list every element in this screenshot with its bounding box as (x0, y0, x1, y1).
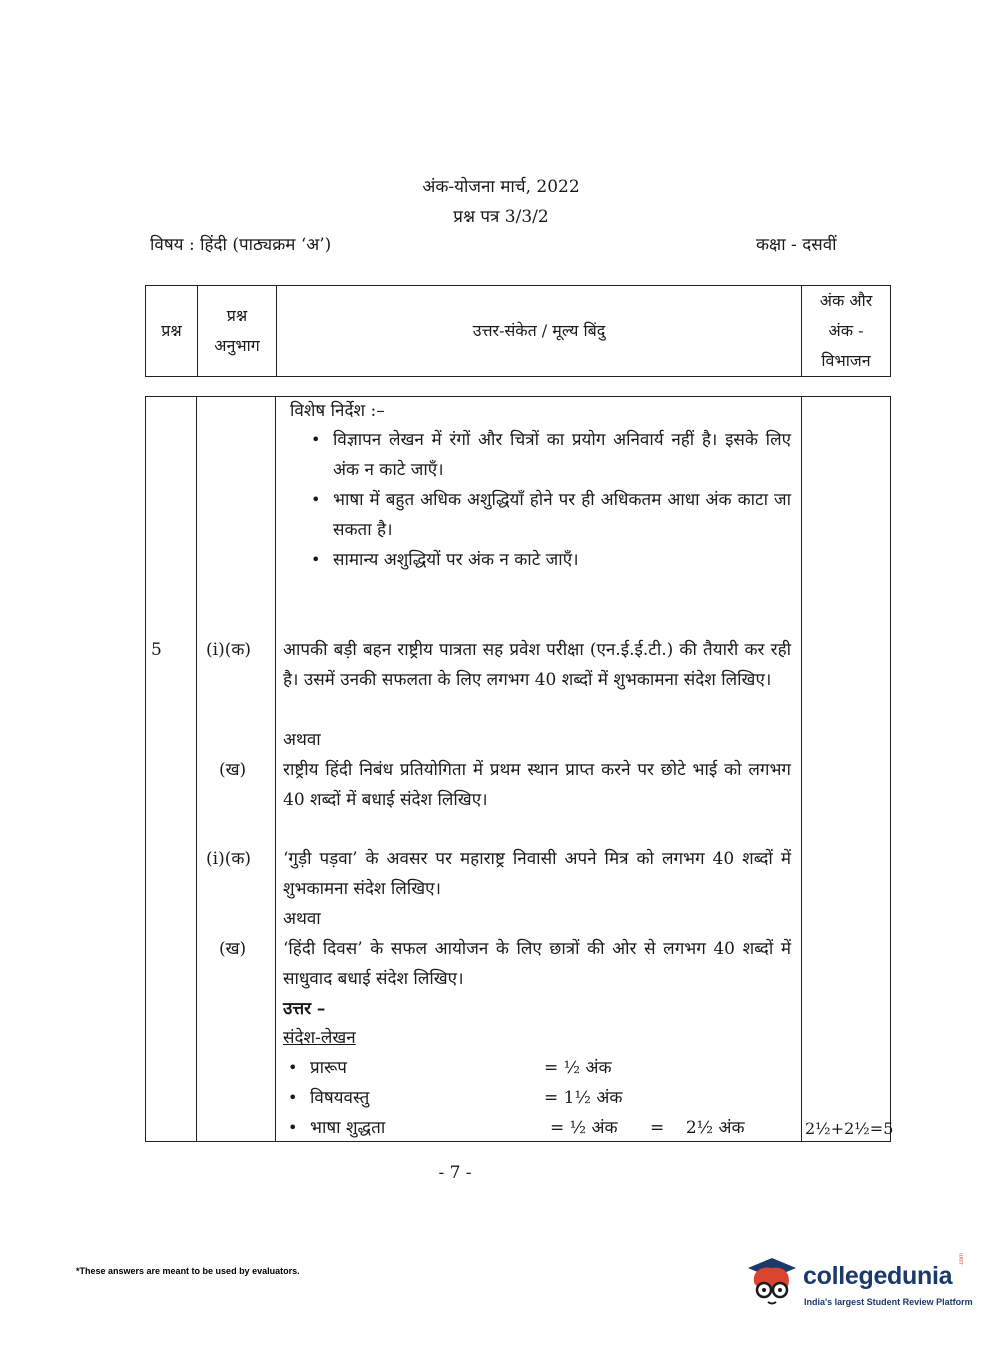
or-separator: अथवा (283, 909, 321, 929)
marks-distribution: 2½+2½=5 (805, 1119, 894, 1138)
header-marks-line3: विभाजन (821, 351, 871, 370)
question-text: ‘गुड़ी पड़वा’ के अवसर पर महाराष्ट्र निवासी अपने मित्र को लगभग 40 शब्दों में शुभकामना संदेश लिखिए। (283, 849, 791, 899)
paper-code: प्रश्न पत्र 3/3/2 (453, 207, 549, 227)
special-instructions-title: विशेष निर्देश :– (290, 401, 385, 421)
marking-item-value: = 1½ अंक (544, 1088, 623, 1108)
instruction-item: • भाषा में बहुत अधिक अशुद्धियाँ होने पर ही अधिकतम आधा अंक काटा जा सकता है। (333, 485, 791, 545)
section-label: (i)(क) (206, 640, 252, 660)
section-label: (i)(क) (206, 849, 252, 869)
scheme-title: अंक-योजना मार्च, 2022 (422, 177, 580, 197)
class-label: कक्षा - दसवीं (756, 235, 837, 255)
marking-item-value: = ½ अंक (550, 1118, 618, 1138)
header-section (198, 286, 277, 377)
instruction-item: • सामान्य अशुद्धियों पर अंक न काटे जाएँ। (333, 545, 791, 575)
or-separator: अथवा (283, 730, 321, 750)
header-section-line1: प्रश्न (226, 306, 248, 325)
question-text: ‘हिंदी दिवस’ के सफल आयोजन के लिए छात्रों की ओर से लगभग 40 शब्दों में साधुवाद बधाई संदेश लिखिए। (283, 939, 791, 989)
question-text: आपकी बड़ी बहन राष्ट्रीय पात्रता सह प्रवेश परीक्षा (एन.ई.ई.टी.) की तैयारी कर रही है। उसमें उनकी सफलता के लिए लगभग 40 शब्दों में शुभकामना संदेश लिखिए। (283, 640, 791, 690)
section-label: (ख) (219, 939, 247, 959)
question-text: राष्ट्रीय हिंदी निबंध प्रतियोगिता में प्रथम स्थान प्राप्त करने पर छोटे भाई को लगभग 40 शब्दों में बधाई संदेश लिखिए। (283, 760, 791, 810)
brand-suffix: .com (959, 1252, 965, 1266)
column-divider (801, 396, 802, 1142)
header-marks-line2: अंक - (828, 321, 864, 340)
header-marks-line1: अंक और (819, 291, 873, 310)
column-divider (196, 396, 197, 1142)
marking-item-label: • प्रारूप (310, 1053, 510, 1083)
collegedunia-logo-icon (742, 1248, 802, 1310)
header-question: प्रश्न (146, 286, 198, 377)
footnote: *These answers are meant to be used by evaluators. (76, 1266, 300, 1276)
brand-name: collegedunia (803, 1262, 953, 1290)
header-answer-points: उत्तर-संकेत / मूल्य बिंदु (277, 286, 802, 377)
marking-total: = 2½ अंक (650, 1118, 745, 1138)
marking-item-label: • विषयवस्तु (310, 1083, 510, 1113)
brand-tagline: India's largest Student Review Platform (804, 1297, 973, 1307)
marking-item-value: = ½ अंक (544, 1058, 612, 1078)
column-divider (275, 396, 276, 1142)
page-number: - 7 - (438, 1163, 472, 1183)
header-section-line2: अनुभाग (214, 336, 260, 355)
instruction-item: • विज्ञापन लेखन में रंगों और चित्रों का प्रयोग अनिवार्य नहीं है। इसके लिए अंक न काटे जाएँ। (333, 425, 791, 485)
marking-item-label: • भाषा शुद्धता (310, 1113, 510, 1143)
question-number: 5 (151, 640, 162, 660)
subject-label: विषय : हिंदी (पाठ्यक्रम ‘अ’) (150, 235, 332, 255)
header-marks (802, 286, 891, 377)
section-label: (ख) (219, 760, 247, 780)
column-header-table (145, 285, 891, 377)
answer-subtitle: संदेश-लेखन (283, 1028, 356, 1048)
answer-title: उत्तर – (283, 999, 326, 1019)
